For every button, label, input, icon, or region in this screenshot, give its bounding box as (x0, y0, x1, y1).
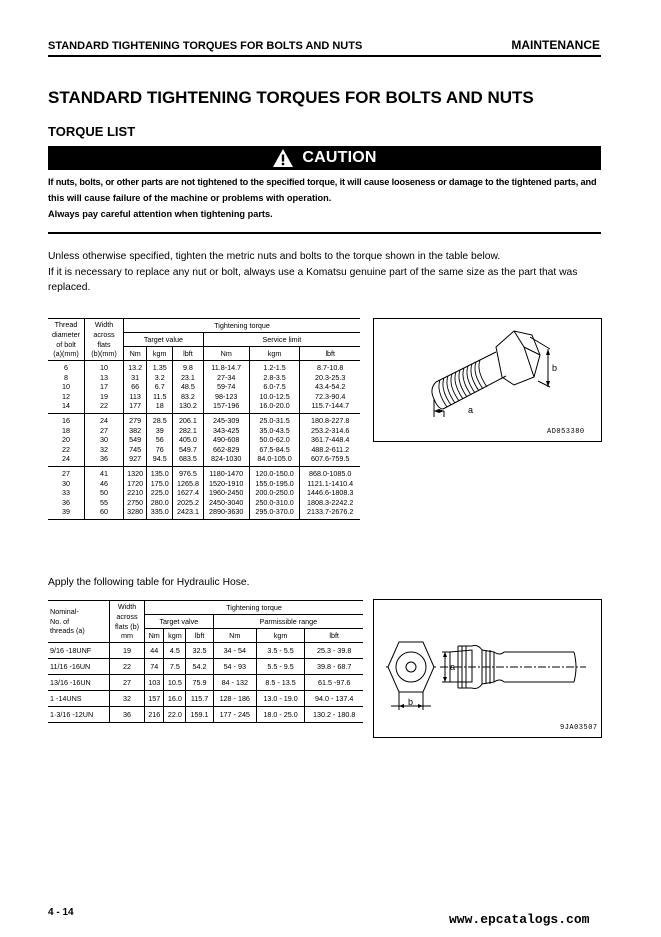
table-cell: 3.5 - 5.5 (256, 643, 304, 659)
table-cell: 1·3/16 -12UN (48, 707, 110, 723)
table-cell: 1520-1910 (203, 479, 249, 489)
table-row (48, 707, 363, 723)
table-cell: 1265.8 (173, 479, 204, 489)
table-cell: 175.0 (147, 479, 173, 489)
header-text: (b)(mm) (91, 349, 117, 359)
table-row (48, 498, 360, 508)
table-cell: 34 - 54 (213, 643, 256, 659)
table-cell: 1808.3-2242.2 (307, 497, 354, 507)
table-cell: 927 (124, 454, 147, 466)
table-row (48, 435, 360, 445)
table-cell: 11/16 -16UN (48, 659, 110, 675)
table-cell: 1.35 (147, 361, 173, 373)
unit-kgm: kgm (249, 347, 300, 361)
table-cell: 976.5 (173, 466, 204, 478)
table-cell: 36 (48, 498, 85, 508)
table-cell: 490-608 (203, 435, 249, 445)
table-cell: 120.0-150.0 (249, 466, 300, 478)
table-cell: 1121.1-1410.4 (307, 478, 354, 488)
table-cell: 1446.6-1808.3 (307, 488, 354, 498)
table-row (48, 488, 360, 498)
table-cell: 10 (85, 361, 124, 373)
table-row (48, 691, 363, 707)
table-cell: 12 (48, 392, 85, 402)
page-title: STANDARD TIGHTENING TORQUES FOR BOLTS AND NUTS (48, 88, 534, 107)
table-cell: 159.1 (186, 707, 213, 723)
table-cell: 50.0-62.0 (249, 435, 300, 445)
unit-lbft: lbft (173, 347, 204, 361)
table-cell: 253.2-314.6 (311, 425, 350, 435)
table-cell: 60 (85, 507, 124, 519)
table-cell: 22.0 (164, 707, 186, 723)
hose-table-body (48, 643, 363, 723)
caution-text (48, 174, 603, 222)
table-cell: 13/16 -16UN (48, 675, 110, 691)
table-cell: 72.3-90.4 (315, 391, 346, 401)
table-cell: 39 (147, 426, 173, 436)
page-number: 4 - 14 (48, 907, 74, 918)
table-cell: 18 (147, 401, 173, 413)
table-cell: 83.2 (173, 392, 204, 402)
col-nominal-header (48, 601, 110, 643)
hose-intro: Apply the following table for Hydraulic Hose. (48, 577, 250, 588)
header-text: threads (a) (50, 626, 85, 636)
table-cell: 250.0-310.0 (249, 498, 300, 508)
hose-torque-table (48, 600, 363, 723)
table-cell: 8.7-10.8 (317, 363, 344, 372)
col-width-header (85, 319, 124, 361)
caution-line: If nuts, bolts, or other parts are not tightened to the specified torque, it will cause looseness or damage to the tightened parts, and (48, 177, 597, 187)
table-cell: 32 (110, 691, 145, 707)
table-row (48, 361, 360, 373)
table-cell: 54.2 (186, 659, 213, 675)
bolt-figure (373, 318, 602, 442)
table-cell: 17 (85, 382, 124, 392)
table-cell: 130.2 - 180.8 (305, 707, 363, 723)
table-cell: 5.5 - 9.5 (256, 659, 304, 675)
intro-line: replaced. (48, 282, 91, 293)
table-cell: 200.0-250.0 (249, 488, 300, 498)
table-cell: 31 (124, 373, 147, 383)
table-cell: 16 (48, 413, 85, 425)
table-row (48, 413, 360, 425)
table-cell: 382 (124, 426, 147, 436)
table-cell: 2423.1 (173, 507, 204, 519)
table-cell: 1320 (124, 466, 147, 478)
table-cell: 135.0 (147, 466, 173, 478)
table-cell: 30 (48, 479, 85, 489)
table-cell: 54 - 93 (213, 659, 256, 675)
table-cell: 7.5 (164, 659, 186, 675)
running-header: STANDARD TIGHTENING TORQUES FOR BOLTS AND NUTS (48, 40, 363, 52)
header-text: flats (b) (115, 621, 139, 631)
header-text: Width (94, 320, 114, 330)
unit-lbft: lbft (186, 629, 213, 643)
table-cell: 33 (48, 488, 85, 498)
intro-line: If it is necessary to replace any nut or bolt, always use a Komatsu genuine part of the same size as the part that was (48, 266, 578, 278)
table-cell: 32.5 (186, 643, 213, 659)
table-cell: 343-425 (203, 426, 249, 436)
table-cell: 405.0 (173, 435, 204, 445)
table-cell: 180.8-227.8 (311, 415, 350, 425)
target-header: Target value (124, 333, 204, 347)
col-width-header (110, 601, 145, 643)
table-cell: 8.5 - 13.5 (256, 675, 304, 691)
unit-lbft: lbft (300, 347, 360, 361)
header-text: flats (97, 339, 111, 349)
hose-fitting-drawing (374, 600, 601, 737)
table-cell: 28.5 (147, 413, 173, 425)
table-cell: 24 (48, 454, 85, 466)
table-cell: 1180-1470 (203, 466, 249, 478)
table-cell: 20 (48, 435, 85, 445)
header-rule (48, 55, 601, 57)
table-cell: 84 - 132 (213, 675, 256, 691)
table-cell: 27 (48, 466, 85, 478)
table-cell: 27 (85, 426, 124, 436)
table-cell: 2450-3040 (203, 498, 249, 508)
bolt-drawing (374, 319, 601, 441)
unit-kgm: kgm (256, 629, 304, 643)
header-text: No. of (50, 616, 70, 626)
table-cell: 61.5 -97.6 (305, 675, 363, 691)
table-cell: 824-1030 (203, 454, 249, 466)
table-cell: 6.7 (147, 382, 173, 392)
table-row (48, 466, 360, 478)
table-row (48, 659, 363, 675)
table-cell: 41 (85, 466, 124, 478)
table-cell: 868.0-1085.0 (309, 468, 352, 478)
table-cell: 10.0-12.5 (249, 392, 300, 402)
table-cell: 2025.2 (173, 498, 204, 508)
table-cell: 115.7 (186, 691, 213, 707)
unit-nm: Nm (124, 347, 147, 361)
table-cell: 11.5 (147, 392, 173, 402)
table-cell: 128 - 186 (213, 691, 256, 707)
table-cell: 43.4-54.2 (315, 382, 346, 392)
table-cell: 27 (110, 675, 145, 691)
table-cell: 280.0 (147, 498, 173, 508)
table-cell: 155.0-195.0 (249, 479, 300, 489)
table-cell: 13.0 - 19.0 (256, 691, 304, 707)
caution-line: Always pay careful attention when tightening parts. (48, 209, 273, 219)
table-cell: 549.7 (173, 445, 204, 455)
table-cell: 98-123 (203, 392, 249, 402)
table-cell: 279 (124, 413, 147, 425)
table-row (48, 382, 360, 392)
table-cell: 22 (110, 659, 145, 675)
target-header: Target valve (145, 615, 214, 629)
table-cell: 39.8 - 68.7 (305, 659, 363, 675)
table-row (48, 426, 360, 436)
header-text: across (116, 611, 138, 621)
table-cell: 361.7-448.4 (311, 435, 350, 445)
table-row (48, 373, 360, 383)
table-cell: 2133.7-2676.2 (300, 507, 360, 519)
table-cell: 225.0 (147, 488, 173, 498)
table-cell: 683.5 (173, 454, 204, 466)
table-cell: 16.0 (164, 691, 186, 707)
table-cell: 11.8-14.7 (203, 361, 249, 373)
table-cell: 56 (147, 435, 173, 445)
table-cell: 59-74 (203, 382, 249, 392)
table-cell: 103 (145, 675, 164, 691)
torque-group-header: Tightening torque (145, 601, 364, 615)
table-row (48, 454, 360, 466)
header-text: Thread (54, 320, 78, 330)
table-row (48, 401, 360, 413)
table-cell: 19 (85, 392, 124, 402)
table-cell: 22 (48, 445, 85, 455)
table-cell: 2210 (124, 488, 147, 498)
table-cell: 177 - 245 (213, 707, 256, 723)
table-row (48, 479, 360, 489)
permissible-header: Parmissible range (213, 615, 363, 629)
table-cell: 295.0-370.0 (249, 507, 300, 519)
unit-nm: Nm (203, 347, 249, 361)
table-cell: 18.0 - 25.0 (256, 707, 304, 723)
table-cell: 177 (124, 401, 147, 413)
table-cell: 22 (85, 401, 124, 413)
unit-kgm: kgm (147, 347, 173, 361)
table-cell: 44 (145, 643, 164, 659)
table-cell: 13.2 (124, 361, 147, 373)
table-cell: 8 (48, 373, 85, 383)
table-cell: 50 (85, 488, 124, 498)
caution-banner (48, 146, 601, 170)
table-cell: 66 (124, 382, 147, 392)
caution-label: CAUTION (302, 149, 377, 166)
table-row (48, 643, 363, 659)
intro-paragraph (48, 249, 608, 296)
header-text: mm (121, 631, 133, 641)
header-text: Nominal- (50, 607, 79, 617)
service-header: Service limit (203, 333, 360, 347)
header-text: Width (117, 602, 137, 612)
table-cell: 206.1 (173, 413, 204, 425)
table-cell: 19 (110, 643, 145, 659)
table-cell: 1720 (124, 479, 147, 489)
table-cell: 9/16 -18UNF (48, 643, 110, 659)
watermark: www.epcatalogs.com (449, 912, 590, 927)
header-text: (a)(mm) (53, 349, 79, 359)
table-cell: 549 (124, 435, 147, 445)
torque-group-header: Tightening torque (124, 319, 361, 333)
table-cell: 36 (110, 707, 145, 723)
table-cell: 23.1 (173, 373, 204, 383)
table-cell: 32 (85, 445, 124, 455)
table-cell: 115.7-144.7 (300, 401, 360, 413)
table-cell: 2.8-3.5 (249, 373, 300, 383)
table-cell: 36 (85, 454, 124, 466)
table-cell: 4.5 (164, 643, 186, 659)
caution-rule (48, 232, 601, 234)
header-text: diameter (52, 329, 80, 339)
header-text: across (93, 329, 115, 339)
table-cell: 75.9 (186, 675, 213, 691)
table-cell: 67.5-84.5 (249, 445, 300, 455)
table-cell: 10 (48, 382, 85, 392)
table-cell: 14 (48, 401, 85, 413)
table-cell: 2750 (124, 498, 147, 508)
table-cell: 16.0-20.0 (249, 401, 300, 413)
figure-code: 9JA03507 (560, 724, 598, 732)
table-cell: 1960-2450 (203, 488, 249, 498)
table-cell: 94.0 - 137.4 (305, 691, 363, 707)
table-cell: 20.3-25.3 (315, 372, 346, 382)
table-cell: 130.2 (173, 401, 204, 413)
dimension-a-label: a (450, 662, 456, 672)
table-cell: 282.1 (173, 426, 204, 436)
table-cell: 13 (85, 373, 124, 383)
table-cell: 745 (124, 445, 147, 455)
figure-code: AD053380 (547, 428, 585, 436)
table-cell: 55 (85, 498, 124, 508)
table-row (48, 445, 360, 455)
table-cell: 39 (48, 507, 85, 519)
table-cell: 157 (145, 691, 164, 707)
section-subtitle: TORQUE LIST (48, 124, 136, 139)
table-cell: 1.2-1.5 (249, 361, 300, 373)
dimension-b-label: b (408, 697, 414, 707)
table-cell: 27-34 (203, 373, 249, 383)
table-row (48, 392, 360, 402)
table-cell: 3280 (124, 507, 147, 519)
table-cell: 24 (85, 413, 124, 425)
intro-line: Unless otherwise specified, tighten the metric nuts and bolts to the torque shown in the table below. (48, 251, 501, 262)
table-cell: 245-309 (203, 413, 249, 425)
unit-nm: Nm (145, 629, 164, 643)
caution-line: this will cause failure of the machine or problems with operation. (48, 193, 332, 203)
table-cell: 76 (147, 445, 173, 455)
table-cell: 113 (124, 392, 147, 402)
section-name: MAINTENANCE (511, 38, 600, 52)
table-row (48, 507, 360, 519)
unit-kgm: kgm (164, 629, 186, 643)
header-text: of bolt (56, 339, 76, 349)
table-cell: 6.0-7.5 (249, 382, 300, 392)
hose-fitting-figure (373, 599, 602, 738)
table-cell: 25.0-31.5 (249, 413, 300, 425)
table-cell: 35.0-43.5 (249, 426, 300, 436)
table-cell: 18 (48, 426, 85, 436)
table-cell: 10.5 (164, 675, 186, 691)
warning-icon (272, 148, 294, 168)
table-cell: 30 (85, 435, 124, 445)
table-cell: 6 (48, 361, 85, 373)
table-cell: 3.2 (147, 373, 173, 383)
dimension-a-label: a (468, 405, 474, 415)
table-cell: 488.2-611.2 (311, 444, 350, 454)
table-cell: 74 (145, 659, 164, 675)
table-cell: 94.5 (147, 454, 173, 466)
table-row (48, 675, 363, 691)
bolt-torque-table (48, 318, 360, 520)
unit-lbft: lbft (305, 629, 363, 643)
table-cell: 84.0-105.0 (249, 454, 300, 466)
table-cell: 46 (85, 479, 124, 489)
table-cell: 662-829 (203, 445, 249, 455)
table-cell: 25.3 - 39.8 (305, 643, 363, 659)
table-cell: 1 -14UNS (48, 691, 110, 707)
dimension-b-label: b (552, 363, 558, 373)
table-cell: 335.0 (147, 507, 173, 519)
table-cell: 216 (145, 707, 164, 723)
table-cell: 48.5 (173, 382, 204, 392)
table-cell: 157-196 (203, 401, 249, 413)
bolt-table-body (48, 361, 360, 520)
col-thread-header (48, 319, 85, 361)
unit-nm: Nm (213, 629, 256, 643)
table-cell: 607.6-759.5 (300, 454, 360, 466)
table-cell: 9.8 (173, 361, 204, 373)
table-cell: 1627.4 (173, 488, 204, 498)
table-cell: 2890-3630 (203, 507, 249, 519)
